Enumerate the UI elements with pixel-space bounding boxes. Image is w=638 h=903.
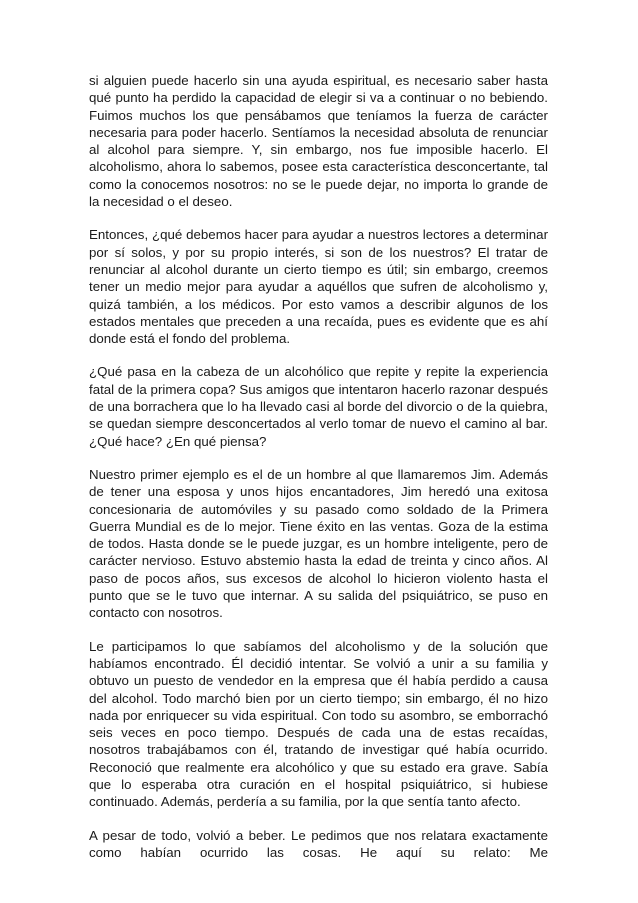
paragraph-2: Entonces, ¿qué debemos hacer para ayudar a nuestros lectores a determinar por sí solos, y por su propio interés, si son de los nuestros? El tratar de renunciar al alcohol durante un cierto tiempo es útil; sin embargo, creemos tener un medio mejor para ayudar a aquéllos que sufren de alcoholismo y, quizá también, a los médicos. Por esto vamos a describir algunos de los estados mentales que preceden a una recaída, pues es evidente que es ahí donde está el fondo del problema. [89, 227, 548, 347]
paragraph-1: si alguien puede hacerlo sin una ayuda espiritual, es necesario saber hasta qué punto ha perdido la capacidad de elegir si va a continuar o no bebiendo. Fuimos muchos los que pensábamos que teníamos la fuerza de carácter necesaria para poder hacerlo. Sentíamos la necesidad absoluta de renunciar al alcohol para siempre. Y, sin embargo, nos fue imposible hacerlo. El alcoholismo, ahora lo sabemos, posee esta característica desconcertante, tal como la conocemos nosotros: no se le puede dejar, no importa lo grande de la necesidad o el deseo. [89, 73, 548, 210]
paragraph-5: Le participamos lo que sabíamos del alcoholismo y de la solución que habíamos encontrado. Él decidió intentar. Se volvió a unir a su familia y obtuvo un puesto de vendedor en la empresa que él había perdido a causa del alcohol. Todo marchó bien por un cierto tiempo; sin embargo, él no hizo nada por enriquecer su vida espiritual. Con todo su asombro, se emborrachó seis veces en poco tiempo. Después de cada una de estas recaídas, nosotros trabajábamos con él, tratando de investigar qué había ocurrido. Reconoció que realmente era alcohólico y que su estado era grave. Sabía que lo esperaba otra curación en el hospital psiquiátrico, si hubiese continuado. Además, perdería a su familia, por la que sentía tanto afecto. [89, 638, 548, 810]
paragraph-4: Nuestro primer ejemplo es el de un hombre al que llamaremos Jim. Además de tener una esposa y unos hijos encantadores, Jim heredó una exitosa concesionaria de automóviles y su pasado como soldado de la Primera Guerra Mundial es de lo mejor. Tiene éxito en las ventas. Goza de la estima de todos. Hasta donde se le puede juzgar, es un hombre inteligente, pero de carácter nervioso. Estuvo abstemio hasta la edad de treinta y cinco años. Al paso de pocos años, sus excesos de alcohol lo hicieron violento hasta el punto que se le tuvo que internar. A su salida del psiquiátrico, se puso en contacto con nosotros. [89, 466, 548, 621]
paragraph-3: ¿Qué pasa en la cabeza de un alcohólico que repite y repite la experiencia fatal de la primera copa? Sus amigos que intentaron hacerlo razonar después de una borrachera que lo ha llevado casi al borde del divorcio o de la quiebra, se quedan siempre desconcertados al verlo tomar de nuevo el camino al bar. ¿Qué hace? ¿En qué piensa? [89, 364, 548, 449]
paragraph-6: A pesar de todo, volvió a beber. Le pedimos que nos relatara exactamente como habían ocurrido las cosas. He aquí su relato: Me [89, 827, 548, 860]
document-page [89, 72, 548, 877]
